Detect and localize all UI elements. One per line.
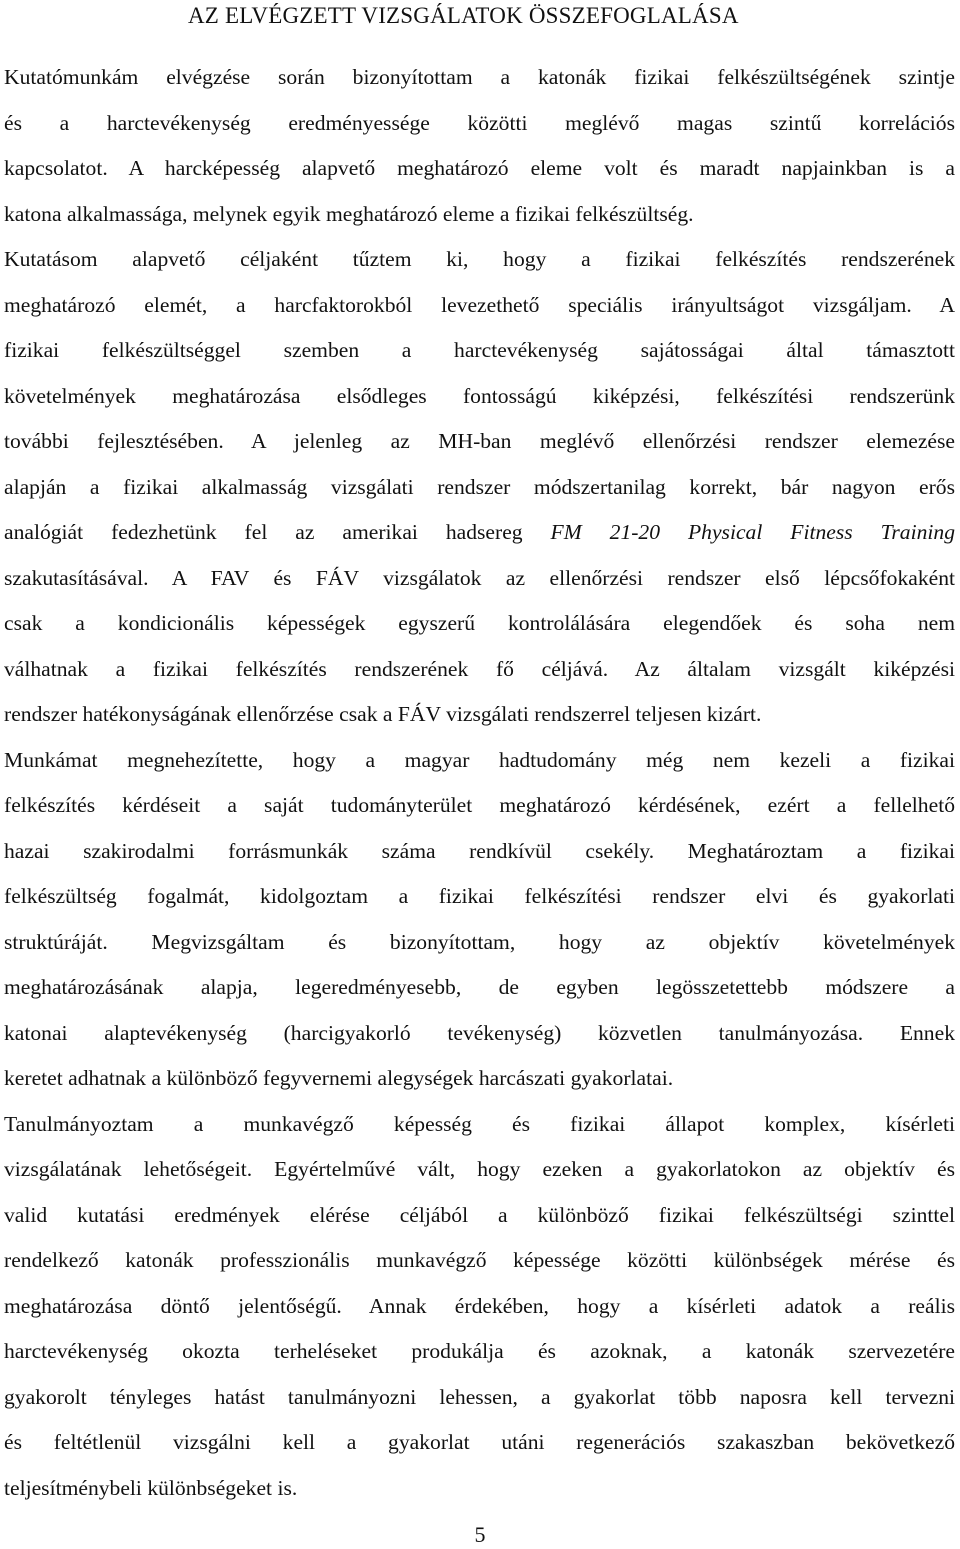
- text-line: harctevékenység okozta terheléseket produkálja és azoknak, a katonák szervezetére: [4, 1339, 955, 1363]
- text-line: és feltétlenül vizsgálni kell a gyakorlat utáni regenerációs szakaszban bekövetkező: [4, 1430, 955, 1454]
- italic-title: FM 21-20 Physical Fitness Training: [550, 520, 955, 544]
- text-line: felkészítés kérdéseit a saját tudományterület meghatározó kérdésének, ezért a fellelhető: [4, 793, 955, 817]
- text-line: Kutatómunkám elvégzése során bizonyítottam a katonák fizikai felkészültségének szintje: [4, 65, 955, 89]
- text-line: katona alkalmassága, melynek egyik meghatározó eleme a fizikai felkészültség.: [4, 202, 694, 226]
- text-line: katonai alaptevékenység (harcigyakorló tevékenység) közvetlen tanulmányozása. Ennek: [4, 1021, 955, 1045]
- text-line: gyakorolt tényleges hatást tanulmányozni lehessen, a gyakorlat több naposra kell tervezni: [4, 1385, 955, 1409]
- text-line: Kutatásom alapvető céljaként tűztem ki, hogy a fizikai felkészítés rendszerének: [4, 247, 955, 271]
- text-line: és a harctevékenység eredményessége közötti meglévő magas szintű korrelációs: [4, 111, 955, 135]
- text-line: keretet adhatnak a különböző fegyvernemi alegységek harcászati gyakorlatai.: [4, 1066, 674, 1090]
- section-heading: AZ ELVÉGZETT VIZSGÁLATOK ÖSSZEFOGLALÁSA: [188, 3, 739, 28]
- page-number: 5: [474, 1522, 486, 1547]
- text-line: hazai szakirodalmi forrásmunkák száma rendkívül csekély. Meghatároztam a fizikai: [4, 839, 955, 863]
- text-line: Munkámat megnehezítette, hogy a magyar hadtudomány még nem kezeli a fizikai: [4, 748, 955, 772]
- text-line: analógiát fedezhetünk fel az amerikai hadsereg FM 21-20 Physical Fitness Training: [4, 520, 955, 544]
- text-line: szakutasításával. A FAV és FÁV vizsgálatok az ellenőrzési rendszer első lépcsőfokaként: [4, 566, 955, 590]
- text-line: Tanulmányoztam a munkavégző képesség és fizikai állapot komplex, kísérleti: [4, 1112, 955, 1136]
- text-line: válhatnak a fizikai felkészítés rendszerének fő céljává. Az általam vizsgált kiképzési: [4, 657, 955, 681]
- text-line: felkészültség fogalmát, kidolgoztam a fizikai felkészítési rendszer elvi és gyakorlati: [4, 884, 955, 908]
- text-line: rendszer hatékonyságának ellenőrzése csak a FÁV vizsgálati rendszerrel teljesen kizárt.: [4, 702, 762, 726]
- text-line: valid kutatási eredmények elérése céljából a különböző fizikai felkészültségi szinttel: [4, 1203, 955, 1227]
- text-line: csak a kondicionális képességek egyszerű kontrolálására elegendőek és soha nem: [4, 611, 955, 635]
- text-line: alapján a fizikai alkalmasság vizsgálati rendszer módszertanilag korrekt, bár nagyon erős: [4, 475, 955, 499]
- text-line: fizikai felkészültséggel szemben a harctevékenység sajátosságai által támasztott: [4, 338, 955, 362]
- text-line: meghatározó elemét, a harcfaktorokból levezethető speciális irányultságot vizsgáljam. A: [4, 293, 955, 317]
- text-line: meghatározása döntő jelentőségű. Annak érdekében, hogy a kísérleti adatok a reális: [4, 1294, 955, 1318]
- text-line: kapcsolatot. A harcképesség alapvető meghatározó eleme volt és maradt napjainkban is a: [4, 156, 955, 180]
- text-line: vizsgálatának lehetőségeit. Egyértelművé vált, hogy ezeken a gyakorlatokon az objektív és: [4, 1157, 955, 1181]
- text-line: teljesítménybeli különbségeket is.: [4, 1476, 298, 1500]
- text-line: további fejlesztésében. A jelenleg az MH-ban meglévő ellenőrzési rendszer elemezése: [4, 429, 955, 453]
- text-line: rendelkező katonák professzionális munkavégző képessége közötti különbségek mérése és: [4, 1248, 955, 1272]
- text-line: meghatározásának alapja, legeredményesebb, de egyben legösszetettebb módszere a: [4, 975, 955, 999]
- text-line: követelmények meghatározása elsődleges fontosságú kiképzési, felkészítési rendszerünk: [4, 384, 955, 408]
- text-line: struktúráját. Megvizsgáltam és bizonyítottam, hogy az objektív követelmények: [4, 930, 955, 954]
